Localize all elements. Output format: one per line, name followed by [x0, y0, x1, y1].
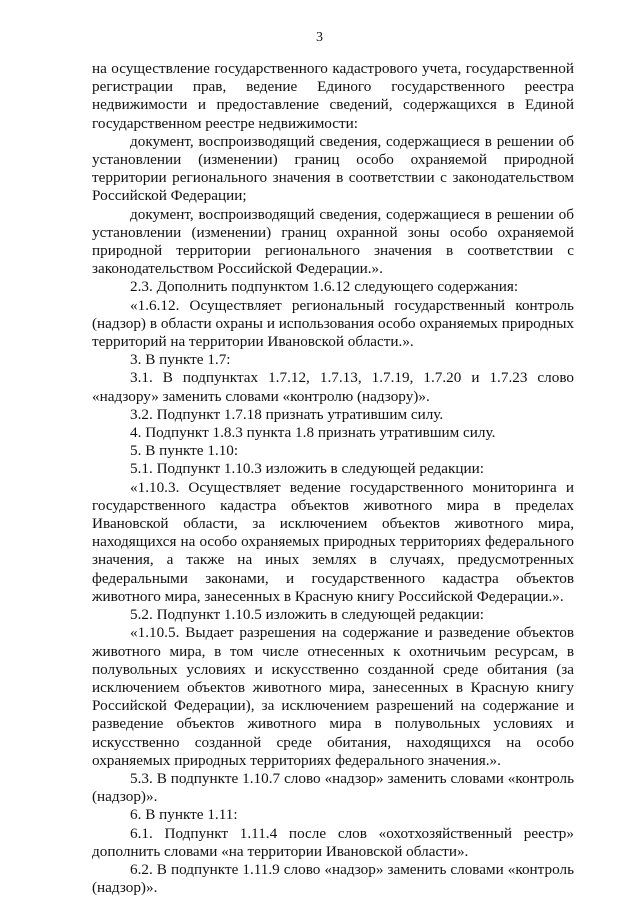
paragraph-17: 6.1. Подпункт 1.11.4 после слов «охотхозяйственный реестр» дополнить словами «на территории Ивановской области».	[92, 824, 574, 860]
paragraph-3: документ, воспроизводящий сведения, содержащиеся в решении об установлении (изменении) границ охранной зоны особо охраняемой природной территории регионального значения в соответствии с законодательством Российской Федерации.».	[92, 205, 574, 278]
paragraph-1: на осуществление государственного кадастрового учета, государственной регистрации прав, ведение Единого государственного реестра недвижимости и предоставление сведений, содержащихся в Единой государственном реестре недвижимости:	[92, 60, 574, 132]
paragraph-5: «1.6.12. Осуществляет региональный государственный контроль (надзор) в области охраны и использования особо охраняемых природных территорий на территории Ивановской области.».	[92, 296, 574, 351]
paragraph-10: 5. В пункте 1.10:	[130, 442, 239, 460]
page-number: 3	[316, 30, 323, 45]
paragraph-4: 2.3. Дополнить подпунктом 1.6.12 следующего содержания:	[130, 278, 519, 296]
paragraph-6: 3. В пункте 1.7:	[130, 351, 231, 369]
paragraph-9: 4. Подпункт 1.8.3 пункта 1.8 признать утратившим силу.	[130, 424, 496, 442]
paragraph-16: 6. В пункте 1.11:	[130, 806, 238, 824]
paragraph-13: 5.2. Подпункт 1.10.5 изложить в следующей редакции:	[130, 606, 484, 624]
paragraph-12: «1.10.3. Осуществляет ведение государственного мониторинга и государственного кадастра объектов животного мира в пределах Ивановской области, за исключением объектов животного мира, находящихся на особо охраняемых природных территориях федерального значения, а также на иных землях в случаях, предусмотренных федеральными законами, и государственного кадастра объектов животного мира, занесенных в Красную книгу Российской Федерации.».	[92, 478, 574, 605]
paragraph-7: 3.1. В подпунктах 1.7.12, 1.7.13, 1.7.19, 1.7.20 и 1.7.23 слово «надзору» заменить словами «контролю (надзору)».	[92, 369, 574, 405]
paragraph-18: 6.2. В подпункте 1.11.9 слово «надзор» заменить словами «контроль (надзор)».	[92, 860, 574, 897]
paragraph-11: 5.1. Подпункт 1.10.3 изложить в следующей редакции:	[130, 460, 484, 478]
paragraph-8: 3.2. Подпункт 1.7.18 признать утратившим силу.	[130, 405, 444, 423]
paragraph-14: «1.10.5. Выдает разрешения на содержание и разведение объектов животного мира, в том числе отнесенных к охотничьим ресурсам, в полувольных условиях и искусственно созданной среде обитания (за исключением объектов животного мира, занесенных в Красную книгу Российской Федерации), за исключением разрешений на содержание и разведение объектов животного мира в полувольных условиях и искусственно созданной среде обитания, находящихся на особо охраняемых природных территориях федерального значения.».	[92, 624, 574, 769]
document-body	[92, 60, 574, 897]
paragraph-15: 5.3. В подпункте 1.10.7 слово «надзор» заменить словами «контроль (надзор)».	[92, 769, 574, 806]
paragraph-2: документ, воспроизводящий сведения, содержащиеся в решении об установлении (изменении) границ особо охраняемой природной территории регионального значения в соответствии с законодательством Российской Федерации;	[92, 132, 574, 205]
